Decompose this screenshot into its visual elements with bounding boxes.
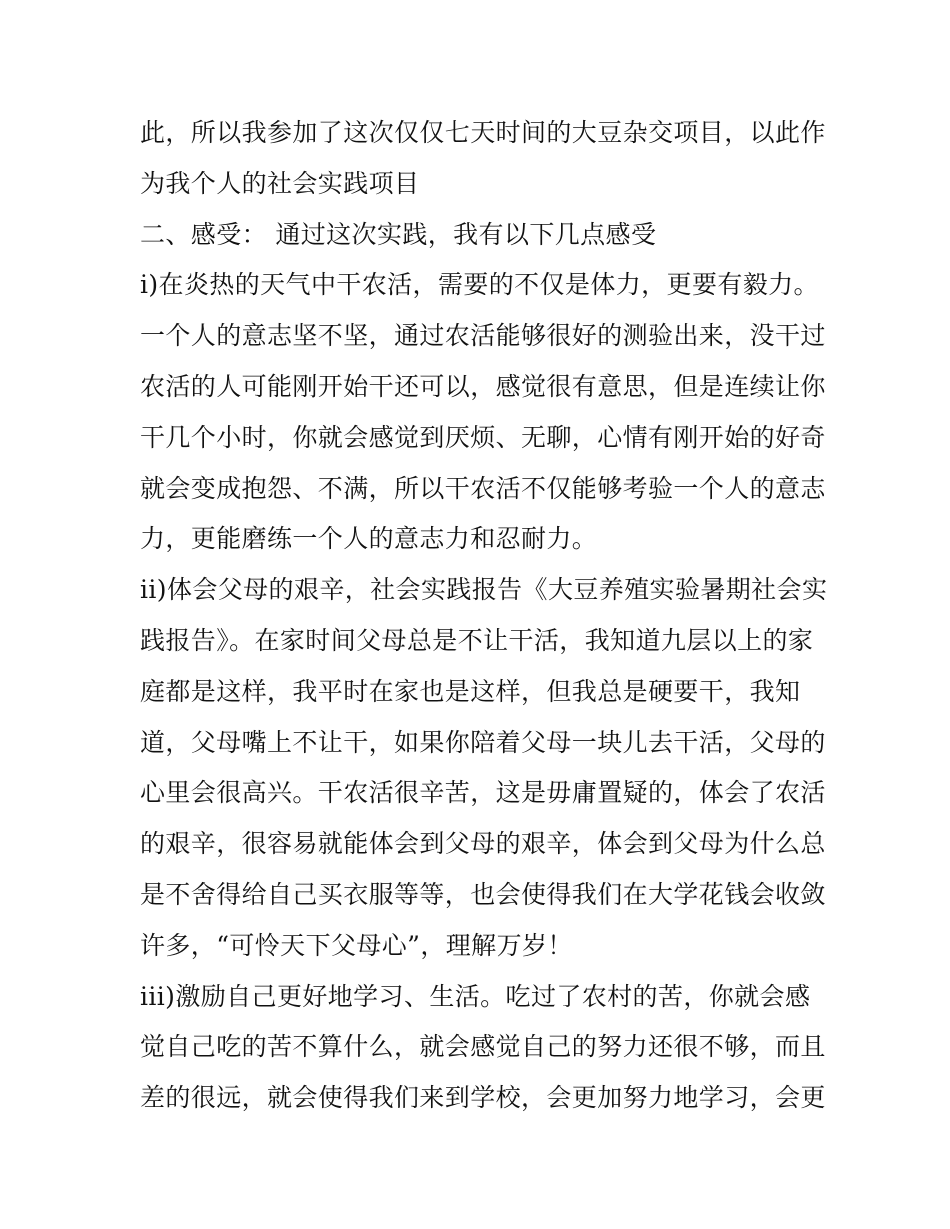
- text-line: 是不舍得给自己买衣服等等，也会使得我们在大学花钱会收敛: [140, 879, 826, 909]
- text-line: ii)体会父母的艰辛，社会实践报告《大豆养殖实验暑期社会实: [140, 575, 828, 605]
- text-line: 农活的人可能刚开始干还可以，感觉很有意思，但是连续让你: [140, 371, 826, 401]
- body-text: [140, 108, 828, 1124]
- text-line: 的艰辛，很容易就能体会到父母的艰辛，体会到父母为什么总: [140, 829, 826, 859]
- section-heading: 二、感受： 通过这次实践，我有以下几点感受: [140, 219, 657, 249]
- text-line: 践报告》。在家时间父母总是不让干活，我知道九层以上的家: [140, 625, 814, 655]
- text-line: iii)激励自己更好地学习、生活。吃过了农村的苦，你就会感: [140, 981, 811, 1011]
- text-line: 觉自己吃的苦不算什么，就会感觉自己的努力还很不够，而且: [140, 1032, 826, 1062]
- text-line: 差的很远，就会使得我们来到学校，会更加努力地学习，会更: [140, 1083, 826, 1113]
- text-line: 干几个小时，你就会感觉到厌烦、无聊，心情有刚开始的好奇: [140, 422, 826, 452]
- text-line: 许多，“可怜天下父母心”，理解万岁！: [140, 930, 573, 960]
- text-line: 道，父母嘴上不让干，如果你陪着父母一块儿去干活，父母的: [140, 727, 826, 757]
- text-line: 就会变成抱怨、不满，所以干农活不仅能够考验一个人的意志: [140, 473, 826, 503]
- text-line: 此，所以我参加了这次仅仅七天时间的大豆杂交项目，以此作: [140, 118, 826, 147]
- text-line: 力，更能磨练一个人的意志力和忍耐力。: [140, 524, 598, 554]
- text-line: i)在炎热的天气中干农活，需要的不仅是体力，更要有毅力。: [140, 270, 819, 300]
- text-line: 庭都是这样，我平时在家也是这样，但我总是硬要干，我知: [140, 676, 801, 706]
- text-line: 为我个人的社会实践项目: [140, 168, 420, 198]
- text-line: 心里会很高兴。干农活很辛苦，这是毋庸置疑的，体会了农活: [140, 778, 826, 808]
- text-line: 一个人的意志坚不坚，通过农活能够很好的测验出来，没干过: [140, 321, 826, 351]
